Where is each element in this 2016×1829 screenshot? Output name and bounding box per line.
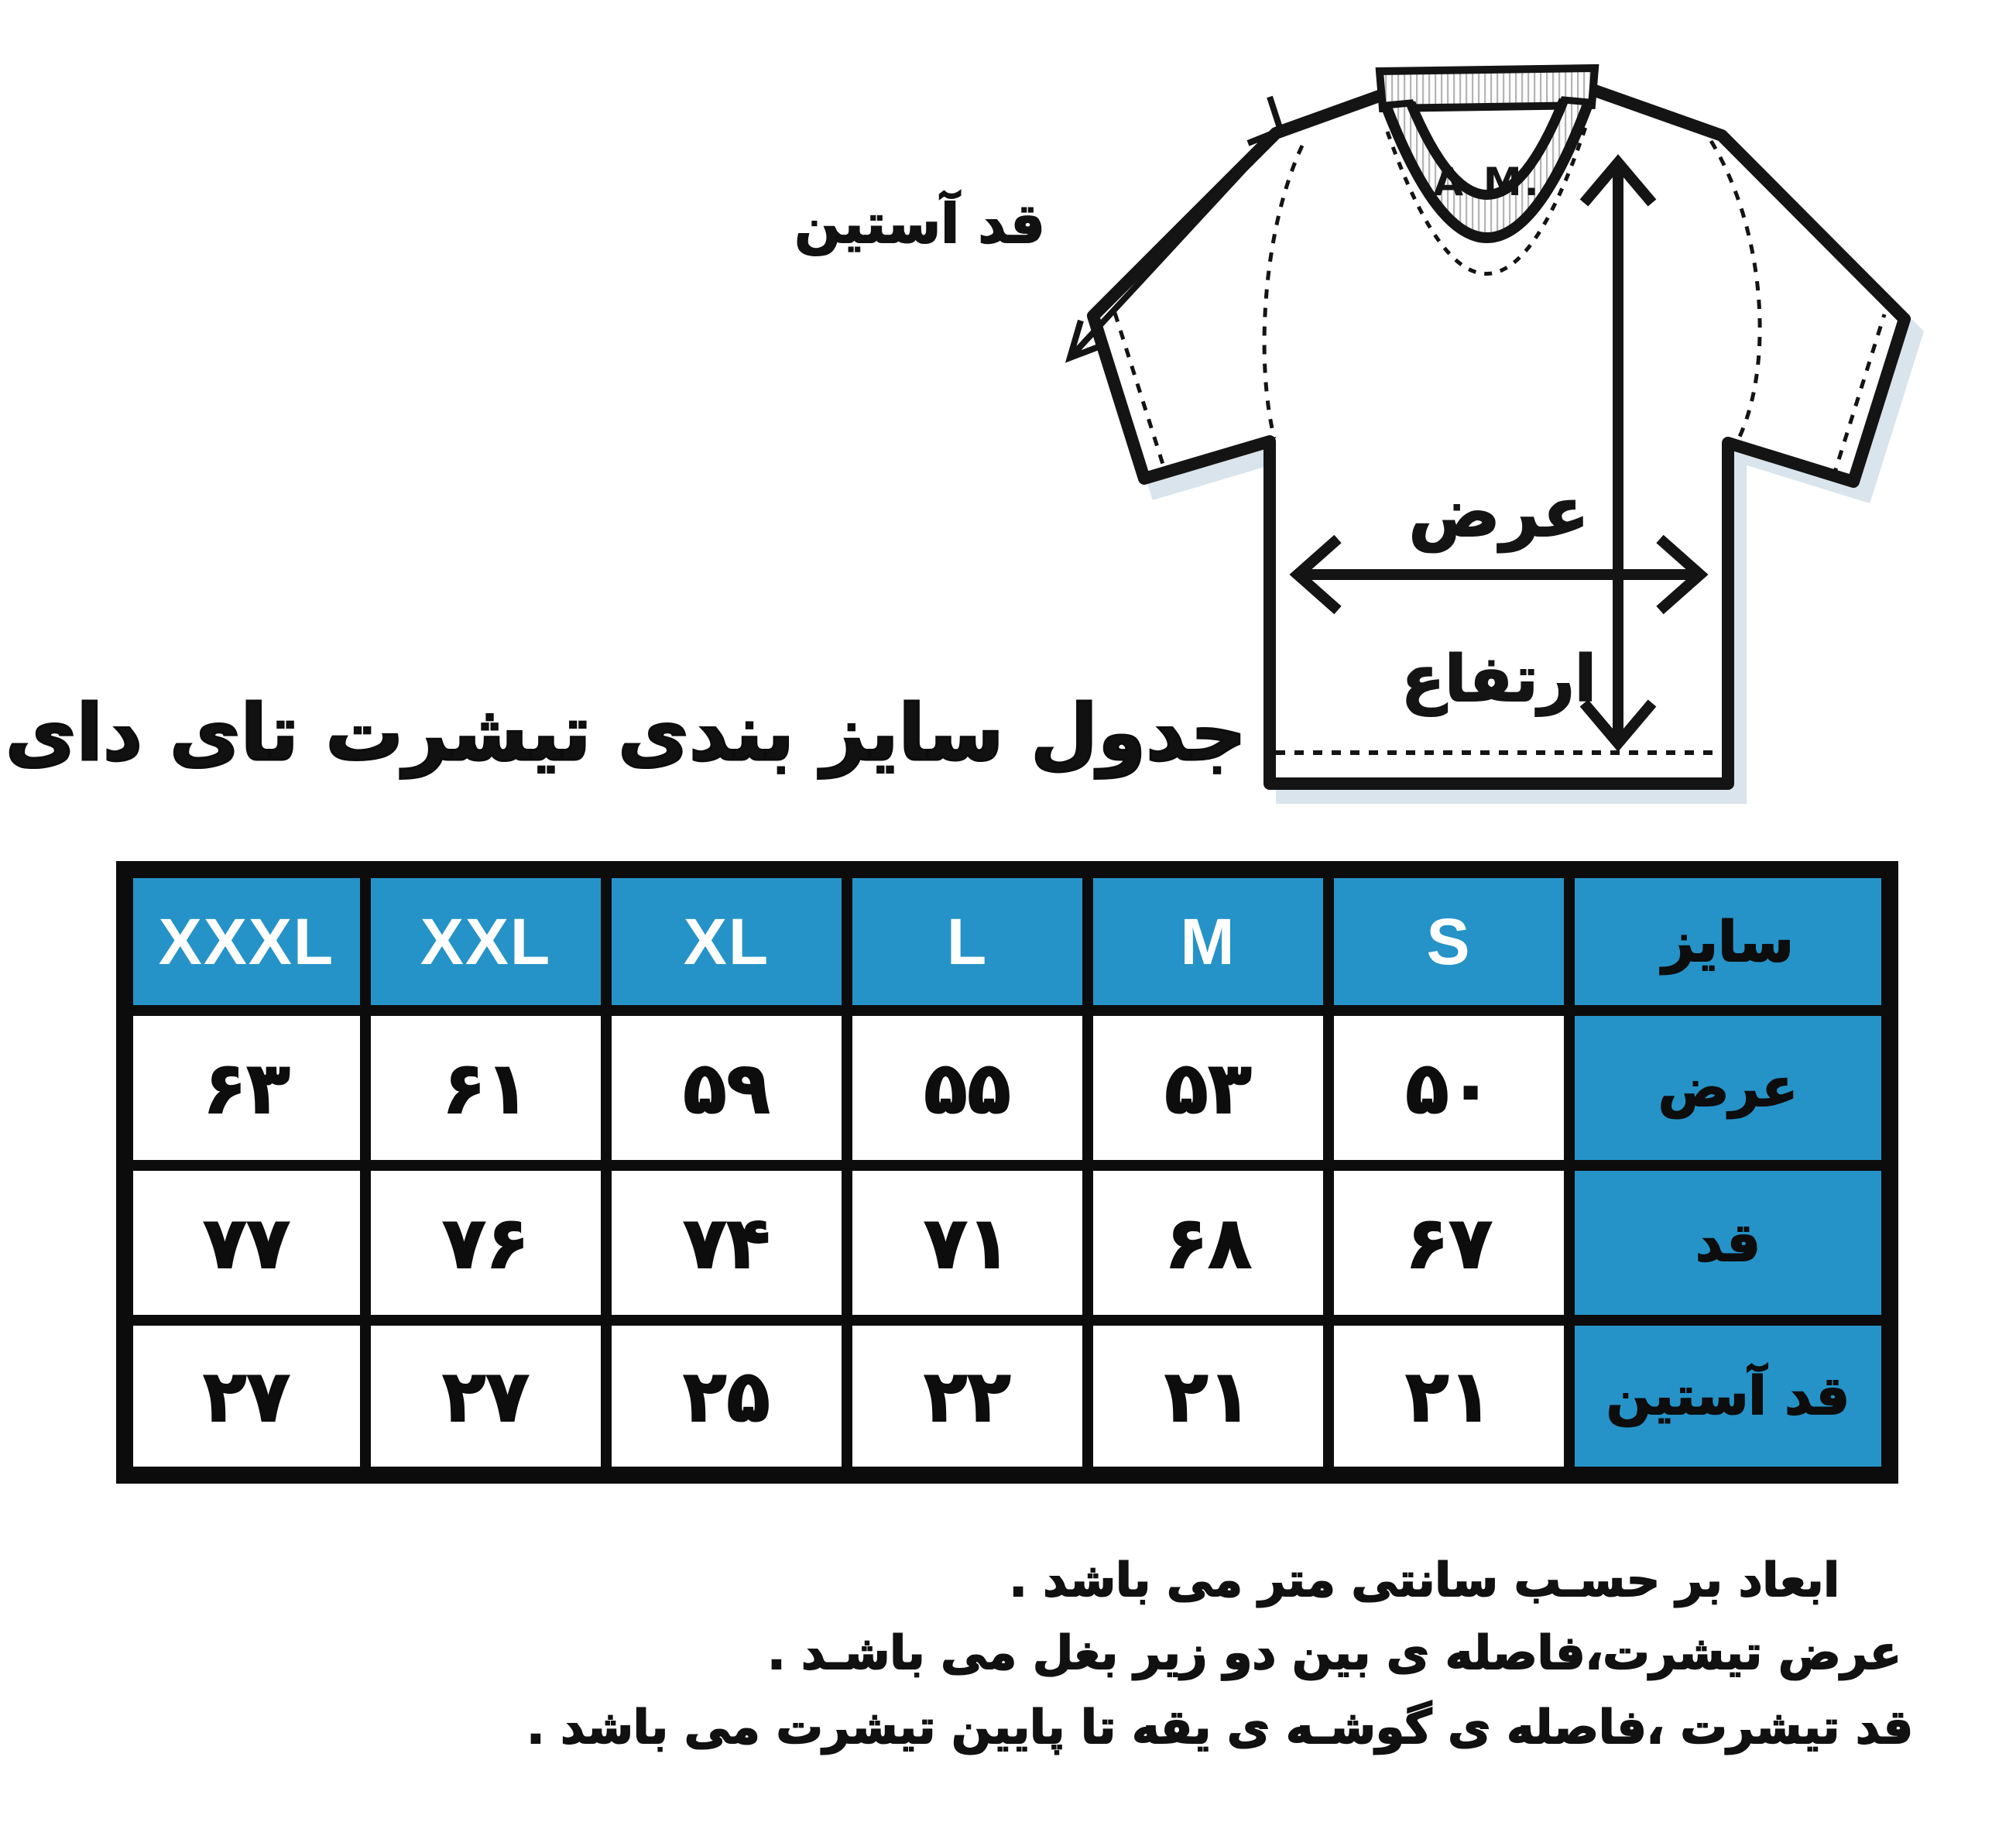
width-m: ۵۳: [1088, 1011, 1329, 1165]
length-xl: ۷۴: [606, 1165, 847, 1320]
width-l: ۵۵: [847, 1011, 1088, 1165]
size-header-l: L: [847, 870, 1088, 1011]
size-header-xxl: XXL: [365, 870, 606, 1011]
sleeve-s: ۲۱: [1329, 1320, 1569, 1475]
page-title: جدول سایز بندی تیشرت تای دای: [5, 688, 1246, 778]
row-label-width: عرض: [1569, 1011, 1890, 1165]
sleeve-xxxl: ۲۷: [125, 1320, 365, 1475]
size-header-m: M: [1088, 870, 1329, 1011]
width-xxxl: ۶۳: [125, 1011, 365, 1165]
sleeve-m: ۲۱: [1088, 1320, 1329, 1475]
size-header-label: سایز: [1569, 870, 1890, 1011]
row-label-length: قد: [1569, 1165, 1890, 1320]
width-arrow-label: عرض: [1408, 472, 1589, 552]
size-header-xxxl: XXXL: [125, 870, 365, 1011]
width-s: ۵۰: [1329, 1011, 1569, 1165]
table-row-length: [125, 1165, 1890, 1320]
note-width-definition: عرض تیشرت،فاصله ی بین دو زیر بغل می باشـد .: [767, 1626, 1901, 1680]
row-label-sleeve: قد آستین: [1569, 1320, 1890, 1475]
sleeve-xxl: ۲۷: [365, 1320, 606, 1475]
note-length-definition: قد تیشرت ،فاصله ی گوشـه ی یقه تا پایین تیشرت می باشد .: [526, 1700, 1913, 1755]
table-header-row: [125, 870, 1890, 1011]
length-xxxl: ۷۷: [125, 1165, 365, 1320]
height-arrow-label: ارتفاع: [1401, 643, 1596, 716]
note-units: ابعاد بر حسـب سانتی متر می باشد .: [1009, 1553, 1839, 1608]
length-l: ۷۱: [847, 1165, 1088, 1320]
length-xxl: ۷۶: [365, 1165, 606, 1320]
table-row-sleeve: [125, 1320, 1890, 1475]
size-table: [116, 861, 1898, 1484]
length-s: ۶۷: [1329, 1165, 1569, 1320]
sleeve-l: ۲۲: [847, 1320, 1088, 1475]
sleeve-xl: ۲۵: [606, 1320, 847, 1475]
sleeve-length-label: قد آستین: [794, 192, 1045, 256]
width-xl: ۵۹: [606, 1011, 847, 1165]
width-xxl: ۶۱: [365, 1011, 606, 1165]
size-header-s: S: [1329, 870, 1569, 1011]
collar-brand-label: A.M.: [1433, 160, 1541, 204]
size-header-xl: XL: [606, 870, 847, 1011]
length-m: ۶۸: [1088, 1165, 1329, 1320]
table-row-width: [125, 1011, 1890, 1165]
